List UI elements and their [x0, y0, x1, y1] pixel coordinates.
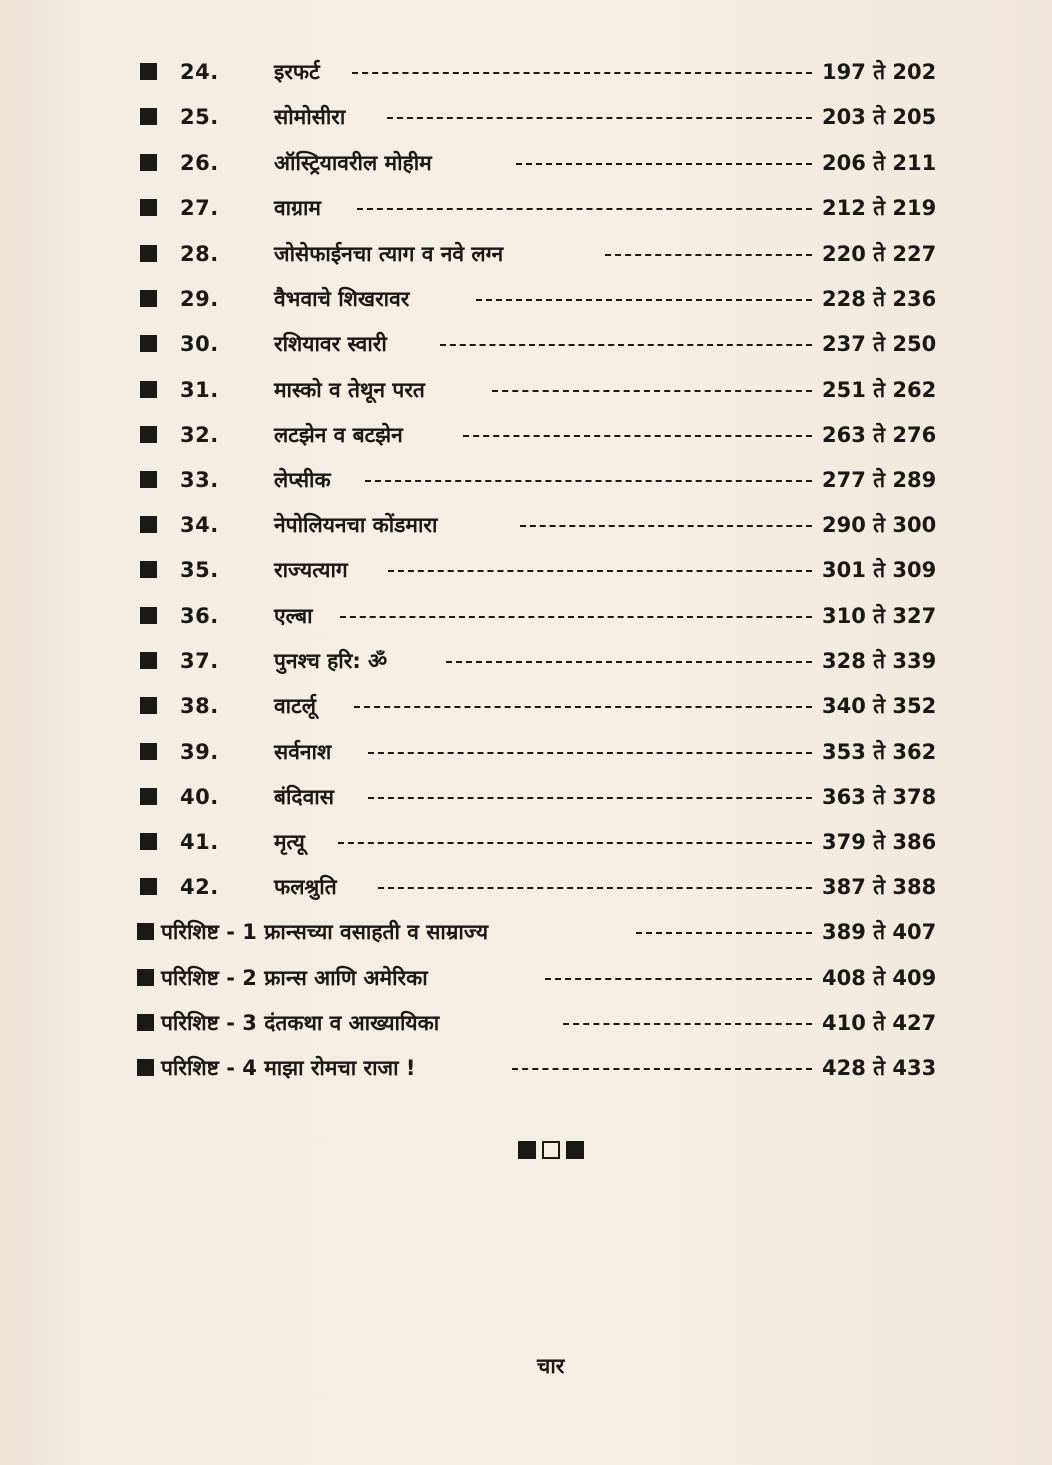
- dash-leader: [545, 978, 812, 980]
- toc-entry-27: [0, 190, 1052, 226]
- chapter-title: सर्वनाश: [274, 740, 332, 764]
- page-range: 387 ते 388: [822, 875, 937, 899]
- toc-entry-36: [0, 598, 1052, 634]
- page-range: 328 ते 339: [822, 649, 937, 673]
- dash-leader: [388, 570, 812, 572]
- square-bullet-icon: [140, 426, 157, 443]
- filled-square-icon: [518, 1141, 536, 1159]
- chapter-number: 35.: [180, 558, 219, 582]
- page-range: 379 ते 386: [822, 830, 937, 854]
- chapter-title: लेप्सीक: [274, 468, 331, 492]
- section-end-ornament: [518, 1141, 598, 1161]
- chapter-title: सोमोसीरा: [274, 105, 346, 129]
- toc-entry-31: [0, 372, 1052, 408]
- page-range: 363 ते 378: [822, 785, 937, 809]
- toc-entry-38: [0, 688, 1052, 724]
- toc-entry-34: [0, 507, 1052, 543]
- square-bullet-icon: [140, 697, 157, 714]
- page-range: 408 ते 409: [822, 966, 937, 990]
- dash-leader: [352, 72, 812, 74]
- square-bullet-icon: [140, 878, 157, 895]
- chapter-number: 39.: [180, 740, 219, 764]
- dash-leader: [354, 706, 812, 708]
- square-bullet-icon: [140, 154, 157, 171]
- page-range: 212 ते 219: [822, 196, 937, 220]
- page-range: 310 ते 327: [822, 604, 937, 628]
- square-bullet-icon: [140, 335, 157, 352]
- chapter-number: 24.: [180, 60, 219, 84]
- chapter-number: 33.: [180, 468, 219, 492]
- page-range: 220 ते 227: [822, 242, 937, 266]
- toc-appendix-1: [0, 914, 1052, 950]
- square-bullet-icon: [137, 969, 154, 986]
- chapter-title: इरफर्ट: [274, 60, 320, 84]
- dash-leader: [440, 344, 812, 346]
- square-bullet-icon: [140, 652, 157, 669]
- toc-appendix-3: [0, 1005, 1052, 1041]
- dash-leader: [605, 254, 812, 256]
- chapter-number: 42.: [180, 875, 219, 899]
- square-bullet-icon: [140, 63, 157, 80]
- chapter-number: 30.: [180, 332, 219, 356]
- square-bullet-icon: [140, 381, 157, 398]
- toc-entry-40: [0, 779, 1052, 815]
- chapter-number: 36.: [180, 604, 219, 628]
- square-bullet-icon: [137, 923, 154, 940]
- square-bullet-icon: [140, 516, 157, 533]
- appendix-title: परिशिष्ट - 1 फ्रान्सच्या वसाहती व साम्राज्य: [161, 920, 489, 944]
- chapter-number: 32.: [180, 423, 219, 447]
- chapter-title: वैभवाचे शिखरावर: [274, 287, 410, 311]
- toc-entry-42: [0, 869, 1052, 905]
- dash-leader: [340, 616, 812, 618]
- chapter-number: 34.: [180, 513, 219, 537]
- chapter-title: ऑस्ट्रियावरील मोहीम: [274, 151, 432, 175]
- chapter-number: 26.: [180, 151, 219, 175]
- square-bullet-icon: [137, 1014, 154, 1031]
- chapter-title: मृत्यू: [274, 830, 305, 854]
- filled-square-icon: [566, 1141, 584, 1159]
- toc-entry-24: [0, 54, 1052, 90]
- page-range: 251 ते 262: [822, 378, 937, 402]
- page-range: 203 ते 205: [822, 105, 937, 129]
- toc-entry-37: [0, 643, 1052, 679]
- square-bullet-icon: [140, 471, 157, 488]
- dash-leader: [520, 525, 812, 527]
- toc-appendix-4: [0, 1050, 1052, 1086]
- square-bullet-icon: [137, 1059, 154, 1076]
- page-range: 410 ते 427: [822, 1011, 937, 1035]
- page-range: 228 ते 236: [822, 287, 937, 311]
- page-range: 263 ते 276: [822, 423, 937, 447]
- appendix-title: परिशिष्ट - 4 माझा रोमचा राजा !: [161, 1056, 416, 1080]
- dash-leader: [463, 435, 812, 437]
- chapter-title: राज्यत्याग: [274, 558, 348, 582]
- chapter-number: 38.: [180, 694, 219, 718]
- toc-entry-35: [0, 552, 1052, 588]
- toc-entry-39: [0, 734, 1052, 770]
- page-number: चार: [537, 1354, 565, 1378]
- square-bullet-icon: [140, 245, 157, 262]
- page-range: 428 ते 433: [822, 1056, 937, 1080]
- appendix-title: परिशिष्ट - 3 दंतकथा व आख्यायिका: [161, 1011, 440, 1035]
- square-bullet-icon: [140, 199, 157, 216]
- square-bullet-icon: [140, 607, 157, 624]
- chapter-number: 41.: [180, 830, 219, 854]
- dash-leader: [338, 842, 812, 844]
- chapter-number: 31.: [180, 378, 219, 402]
- toc-entry-41: [0, 824, 1052, 860]
- hollow-square-icon: [542, 1141, 560, 1159]
- dash-leader: [563, 1023, 812, 1025]
- chapter-title: वाग्राम: [274, 196, 321, 220]
- page-range: 237 ते 250: [822, 332, 937, 356]
- dash-leader: [492, 390, 812, 392]
- toc-entry-30: [0, 326, 1052, 362]
- chapter-title: फलश्रुति: [274, 875, 337, 899]
- square-bullet-icon: [140, 788, 157, 805]
- dash-leader: [476, 299, 812, 301]
- chapter-number: 40.: [180, 785, 219, 809]
- dash-leader: [512, 1068, 812, 1070]
- page-range: 340 ते 352: [822, 694, 937, 718]
- page-range: 197 ते 202: [822, 60, 937, 84]
- chapter-title: लटझेन व बटझेन: [274, 423, 403, 447]
- dash-leader: [368, 797, 812, 799]
- toc-entry-26: [0, 145, 1052, 181]
- toc-entry-32: [0, 417, 1052, 453]
- chapter-title: मास्को व तेथून परत: [274, 378, 425, 402]
- toc-entry-33: [0, 462, 1052, 498]
- chapter-number: 29.: [180, 287, 219, 311]
- chapter-title: रशियावर स्वारी: [274, 332, 387, 356]
- toc-entry-25: [0, 99, 1052, 135]
- dash-leader: [378, 887, 812, 889]
- dash-leader: [516, 163, 812, 165]
- page-range: 290 ते 300: [822, 513, 937, 537]
- square-bullet-icon: [140, 743, 157, 760]
- chapter-number: 27.: [180, 196, 219, 220]
- chapter-number: 37.: [180, 649, 219, 673]
- square-bullet-icon: [140, 833, 157, 850]
- page-range: 277 ते 289: [822, 468, 937, 492]
- dash-leader: [368, 752, 812, 754]
- toc-entry-28: [0, 236, 1052, 272]
- chapter-number: 25.: [180, 105, 219, 129]
- dash-leader: [365, 480, 812, 482]
- chapter-title: बंदिवास: [274, 785, 334, 809]
- page-range: 353 ते 362: [822, 740, 937, 764]
- toc-entry-29: [0, 281, 1052, 317]
- square-bullet-icon: [140, 290, 157, 307]
- dash-leader: [446, 661, 812, 663]
- chapter-title: वाटर्लू: [274, 694, 316, 718]
- chapter-title: जोसेफाईनचा त्याग व नवे लग्न: [274, 242, 504, 266]
- chapter-title: पुनश्च हरि: ॐ: [274, 649, 388, 673]
- page-range: 301 ते 309: [822, 558, 937, 582]
- toc-appendix-2: [0, 960, 1052, 996]
- square-bullet-icon: [140, 561, 157, 578]
- appendix-title: परिशिष्ट - 2 फ्रान्स आणि अमेरिका: [161, 966, 428, 990]
- chapter-number: 28.: [180, 242, 219, 266]
- page-range: 206 ते 211: [822, 151, 937, 175]
- chapter-title: नेपोलियनचा कोंडमारा: [274, 513, 438, 537]
- chapter-title: एल्बा: [274, 604, 313, 628]
- dash-leader: [357, 208, 812, 210]
- dash-leader: [387, 117, 812, 119]
- square-bullet-icon: [140, 108, 157, 125]
- page-range: 389 ते 407: [822, 920, 937, 944]
- dash-leader: [636, 932, 812, 934]
